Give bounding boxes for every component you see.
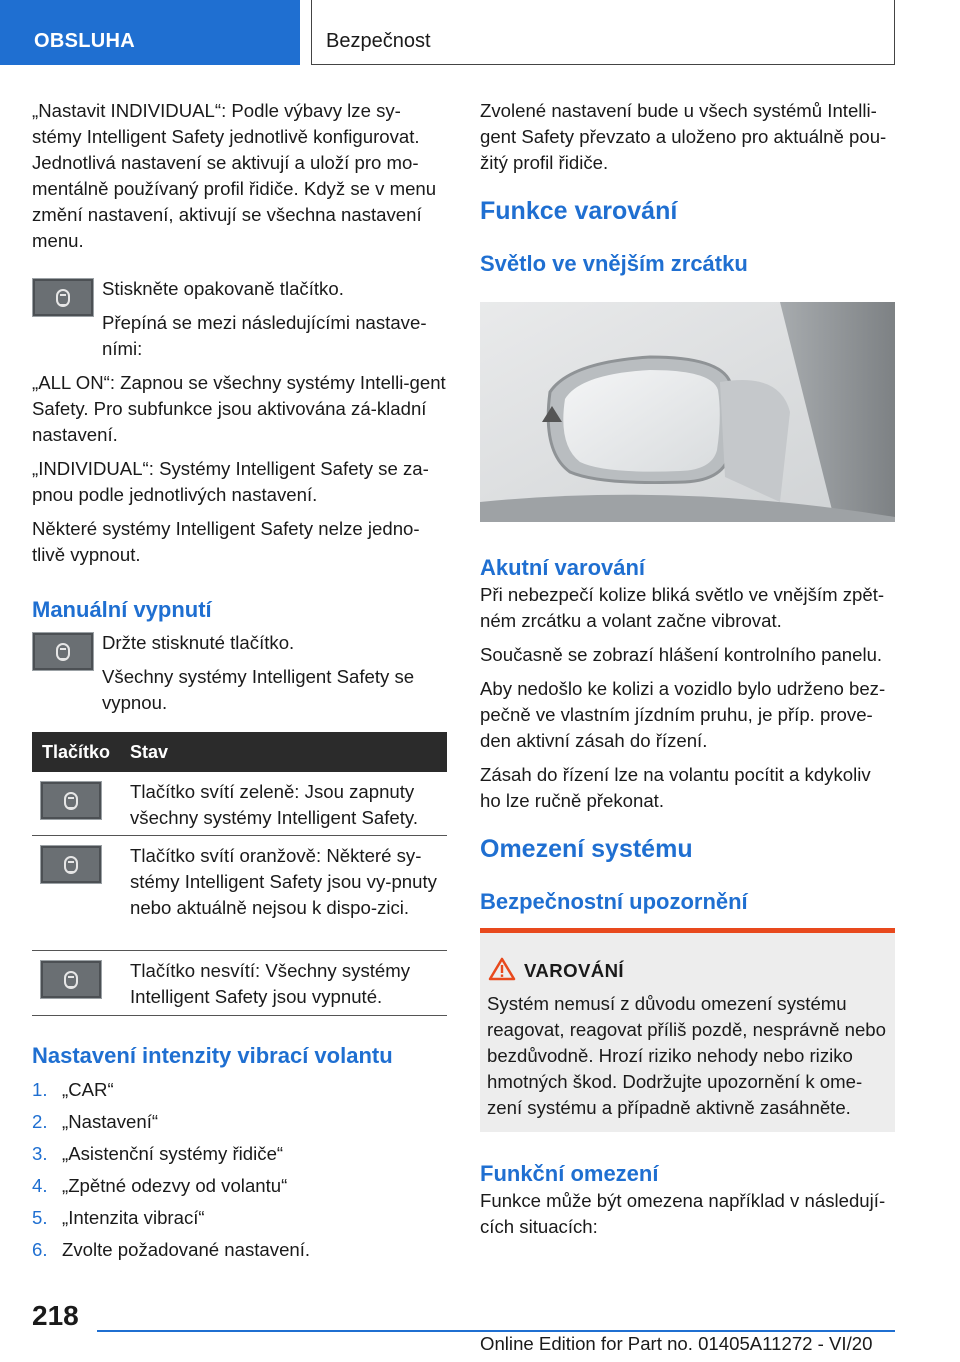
warning-triangle-icon [488,957,516,981]
paragraph: Zásah do řízení lze na volantu pocítit a kdykoliv ho lze ručně překonat. [480,764,871,811]
list-item: 6. Zvolte požadované nastavení. [32,1239,311,1260]
heading-safety-notes: Bezpečnostní upozornění [480,889,748,914]
table-row [32,836,447,951]
heading-system-limits: Omezení systému [480,835,693,863]
list-item: 3. „Asistenční systémy řidiče“ [32,1143,284,1164]
heading-manual-off: Manuální vypnutí [32,597,212,622]
table-row [32,772,447,836]
warning-title: VAROVÁNÍ [524,960,624,981]
side-mirror-image [480,302,895,522]
warning-box [480,928,895,1132]
paragraph: Funkce může být omezena například v následují-cích situacích: [480,1190,886,1237]
table-row [32,951,447,1016]
section-tab [0,0,300,65]
acute-warning-section [480,554,895,916]
footer-divider [97,1330,895,1332]
paragraph: Stiskněte opakovaně tlačítko. [102,278,344,299]
button-green-icon [40,781,102,820]
paragraph: Některé systémy Intelligent Safety nelze jedno-tlivě vypnout. [32,518,420,565]
paragraph: „Nastavit INDIVIDUAL“: Podle výbavy lze sy-stémy Intelligent Safety jednotlivě konfigurovat. Jednotlivá nastavení se aktivují a uloží pro mo-mentálně používaný profil řidiče. Když se v menu změní nastavení, aktivují se všechna nastavení menu. [32,100,437,251]
table-header [32,732,447,772]
list-item: 5. „Intenzita vibrací“ [32,1207,205,1228]
list-item: 4. „Zpětné odezvy od volantu“ [32,1175,288,1196]
mirror-illustration [480,302,895,522]
list-item: 2. „Nastavení“ [32,1111,159,1132]
table-cell: Tlačítko nesvítí: Všechny systémy Intelligent Safety jsou vypnuté. [130,960,411,1007]
paragraph: Držte stisknuté tlačítko. [102,632,295,653]
heading-mirror-light: Světlo ve vnějším zrcátku [480,251,748,276]
button-status-table [32,732,447,1016]
paragraph: Aby nedošlo ke kolizi a vozidlo bylo udrženo bez-pečně ve vlastním jízdním pruhu, je příp. prove-den aktivní zásah do řízení. [480,678,886,751]
table-cell: Tlačítko svítí oranžově: Některé sy-stémy Intelligent Safety jsou vy-pnuty nebo aktuálně nejsou k dispo-zici. [130,845,437,918]
button-off-icon [40,960,102,999]
functional-limits-section [480,1160,895,1248]
heading-acute-warning: Akutní varování [480,555,646,580]
button-instruction [32,630,447,716]
paragraph: Zvolené nastavení bude u všech systémů Intelli-gent Safety převzato a uloženo pro aktuálně pou-žitý profil řidiče. [480,100,887,173]
chapter-label: Bezpečnost [326,30,431,52]
vibration-section [32,1042,447,1266]
paragraph: „ALL ON“: Zapnou se všechny systémy Intelli-gent Safety. Pro subfunkce jsou aktivována zá-kladní nastavení. [32,372,446,445]
warning-body: Systém nemusí z důvodu omezení systému reagovat, reagovat příliš pozdě, nesprávně nebo bezdůvodně. Hrozí riziko nehody nebo riziko hmotných škod. Dodržujte upozornění k ome-zení systému a případně aktivně zasáhněte. [487,993,886,1118]
paragraph: Současně se zobrazí hlášení kontrolního panelu. [480,644,883,665]
steps-list [32,1074,447,1266]
left-column [32,98,447,724]
page-number: 218 [32,1300,79,1331]
list-item: 1. „CAR“ [32,1079,114,1100]
right-column [480,98,895,278]
chapter-header [311,0,895,65]
paragraph: Přepíná se mezi následujícími nastave-ními: [102,312,427,359]
intelligent-safety-button-icon [32,632,94,671]
button-instruction [32,276,447,362]
paragraph: Všechny systémy Intelligent Safety se vypnou. [102,666,415,713]
section-label: OBSLUHA [34,30,135,52]
column-header: Tlačítko [42,742,111,762]
heading-functional-limits: Funkční omezení [480,1161,659,1186]
paragraph: Při nebezpečí kolize bliká světlo ve vnějším zpět-ném zrcátku a volant začne vibrovat. [480,584,885,631]
paragraph: „INDIVIDUAL“: Systémy Intelligent Safety se za-pnou podle jednotlivých nastavení. [32,458,429,505]
intelligent-safety-button-icon [32,278,94,317]
column-header: Stav [130,742,169,762]
table-cell: Tlačítko svítí zeleně: Jsou zapnuty všechny systémy Intelligent Safety. [130,781,418,828]
heading-warning-function: Funkce varování [480,197,678,225]
edition-note: Online Edition for Part no. 01405A11272 - VI/20 [480,1333,873,1354]
heading-vibration: Nastavení intenzity vibrací volantu [32,1043,393,1068]
button-orange-icon [40,845,102,884]
